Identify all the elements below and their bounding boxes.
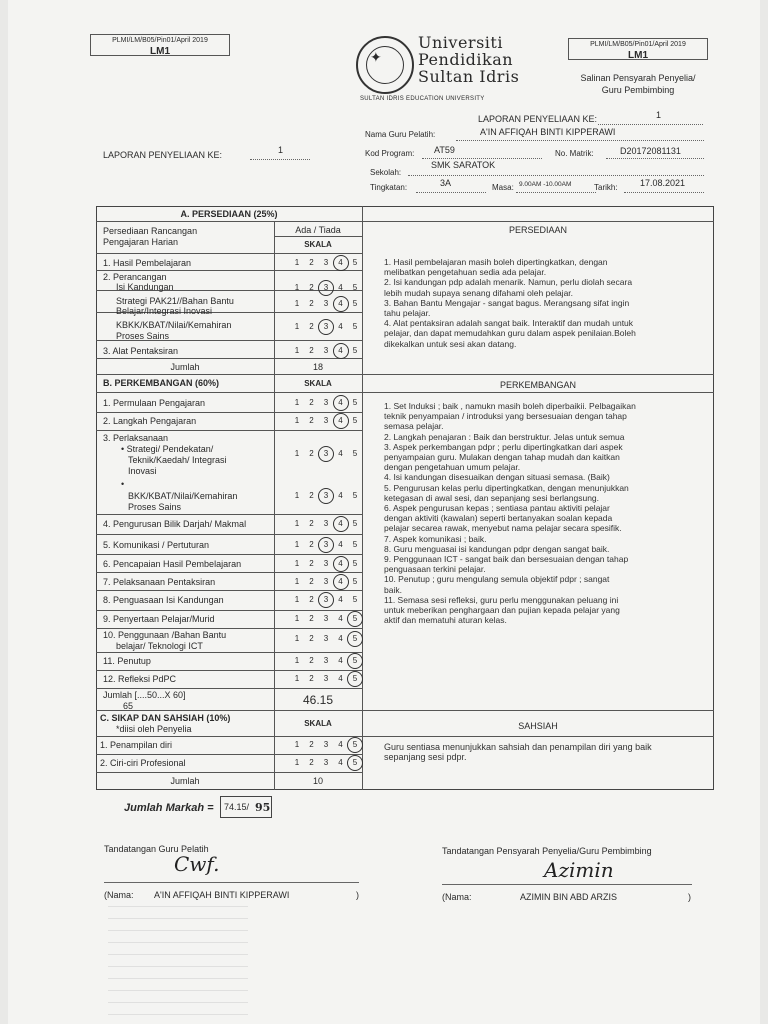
selected-score: 4 xyxy=(334,398,348,407)
scale-option: 4 xyxy=(338,449,343,458)
scale-option: 2 xyxy=(309,577,314,586)
university-name: Universiti Pendidikan Sultan Idris xyxy=(418,33,520,86)
matrik-label: No. Matrik: xyxy=(555,149,594,158)
nama-label: Nama Guru Pelatih: xyxy=(365,130,436,139)
scale-option: 3 xyxy=(323,577,329,586)
scale-option: 3 xyxy=(323,519,329,528)
comment-line: aktif dan mematuhi aturan kelas. xyxy=(384,615,507,626)
tingkatan-label: Tingkatan: xyxy=(370,183,408,192)
scale-option: 1 xyxy=(294,398,300,407)
comment-line: penguasaan terkini pelajar. xyxy=(384,564,486,575)
comment-line: 7. Aspek komunikasi ; baik. xyxy=(384,533,487,544)
score-scale xyxy=(286,398,366,407)
criteria-label: Strategi PAK21//Bahan Bantu xyxy=(116,296,234,306)
tingkatan-value: 3A xyxy=(440,178,452,188)
form-code-text: PLMI/LM/B05/Pin01/April 2019 xyxy=(590,41,686,48)
comment-line: dikekalkan untuk sesi akan datang. xyxy=(384,338,517,349)
scale-option: 1 xyxy=(294,577,300,586)
scale-option: 1 xyxy=(294,322,300,331)
criteria-label: 1. Permulaan Pengajaran xyxy=(103,398,206,408)
selected-score: 5 xyxy=(348,614,362,623)
comment-line: semasa pelajar. xyxy=(384,421,444,432)
score-scale xyxy=(286,634,366,643)
comment-line: 5. Pengurusan kelas perlu dipertingkatkan, dengan menunjukkan xyxy=(384,482,629,493)
section-a-jumlah-value: 18 xyxy=(312,362,323,372)
scale-option: 4 xyxy=(338,740,343,749)
selected-score: 5 xyxy=(348,656,362,665)
scale-option: 1 xyxy=(294,559,300,568)
copy-note: Salinan Pensyarah Penyelia/ Guru Pembimbing xyxy=(580,73,696,95)
signature-left-name-label: (Nama: xyxy=(104,890,134,900)
signature-right-name-label: (Nama: xyxy=(442,892,472,902)
criteria-label: 8. Penguasaan Isi Kandungan xyxy=(103,595,224,605)
score-scale xyxy=(286,322,366,331)
scale-option: 5 xyxy=(352,449,358,458)
scale-option: 1 xyxy=(294,346,300,355)
scale-option: 2 xyxy=(309,740,314,749)
selected-score: 5 xyxy=(348,740,362,749)
sekolah-label: Sekolah: xyxy=(370,168,402,177)
signature-right-label: Tandatangan Pensyarah Penyelia/Guru Pembimbing xyxy=(442,846,652,856)
scale-option: 2 xyxy=(309,595,314,604)
form-label-lm1: LM1 xyxy=(628,50,648,61)
perkembangan-header: PERKEMBANGAN xyxy=(499,380,577,390)
perkembangan-comments xyxy=(384,401,636,625)
criteria-label: 7. Pelaksanaan Pentaksiran xyxy=(103,577,216,587)
selected-score: 4 xyxy=(334,346,348,355)
selected-score: 3 xyxy=(319,322,333,331)
scale-option: 5 xyxy=(352,577,358,586)
persediaan-comments xyxy=(384,257,636,349)
criteria-label: 4. Pengurusan Bilik Darjah/ Makmal xyxy=(103,519,247,529)
scale-option: 1 xyxy=(294,519,300,528)
section-c-skala: SKALA xyxy=(304,719,332,728)
selected-score: 3 xyxy=(319,491,333,500)
criteria-label: 6. Pencapaian Hasil Pembelajaran xyxy=(103,559,242,569)
selected-score: 4 xyxy=(334,559,348,568)
laporan-left-label: LAPORAN PENYELIAAN KE: xyxy=(103,150,223,160)
section-c-jumlah-label: Jumlah xyxy=(170,776,200,786)
ada-tiada-header: Ada / Tiada xyxy=(295,225,341,235)
scale-option: 1 xyxy=(294,540,300,549)
comment-line: 11. Semasa sesi refleksi, guru perlu menggunakan peluang ini xyxy=(384,594,619,605)
comment-line: teknik penyampaian / introduksi yang bersesuaian dengan tahap xyxy=(384,411,627,422)
selected-score: 4 xyxy=(334,258,348,267)
criteria-label: 9. Penyertaan Pelajar/Murid xyxy=(103,614,215,624)
selected-score: 3 xyxy=(319,595,333,604)
score-scale xyxy=(286,559,366,568)
scale-option: 1 xyxy=(294,449,300,458)
scale-option: 5 xyxy=(352,258,358,267)
scale-option: 4 xyxy=(338,656,343,665)
section-b-skala: SKALA xyxy=(304,379,332,388)
scale-option: 2 xyxy=(309,674,314,683)
scale-option: 2 xyxy=(309,559,314,568)
signature-left-close: ) xyxy=(356,890,359,900)
score-scale xyxy=(286,577,366,586)
scale-option: 2 xyxy=(309,258,314,267)
sahsiah-comments xyxy=(384,742,652,762)
skala-header: SKALA xyxy=(304,240,332,249)
comment-line: dengan aktiviti (kawalan) seperti bertanyakan soalan kepada xyxy=(384,513,613,524)
laporan-left-value: 1 xyxy=(278,145,284,155)
scale-option: 5 xyxy=(352,283,358,292)
jumlah-markah-value: 74.15/ xyxy=(224,802,250,812)
score-scale xyxy=(286,491,366,500)
signature-right-name: AZIMIN BIN ABD ARZIS xyxy=(520,892,618,902)
score-scale xyxy=(286,519,366,528)
scale-option: 1 xyxy=(294,491,300,500)
section-a-jumlah-label: Jumlah xyxy=(170,362,200,372)
score-scale xyxy=(286,540,366,549)
scale-option: 3 xyxy=(323,740,329,749)
scale-option: 3 xyxy=(323,758,329,767)
comment-line: penyampaian guru. Mulakan dengan tahap mudah dan kaitkan xyxy=(384,452,620,463)
criteria-label: 2. Ciri-ciri Profesional xyxy=(100,758,186,768)
persediaan-header: PERSEDIAAN xyxy=(508,225,568,235)
scale-option: 2 xyxy=(309,449,314,458)
criteria-label: 1. Hasil Pembelajaran xyxy=(103,258,192,268)
scale-option: 2 xyxy=(309,634,314,643)
comment-line: melibatkan pengetahuan sedia ada pelajar. xyxy=(384,267,547,278)
form-code-left xyxy=(90,34,230,56)
criteria-label: Isi Kandungan xyxy=(116,282,174,292)
criteria-label: KBKK/KBAT/Nilai/Kemahiran xyxy=(116,320,232,330)
criteria-label: 3. Perlaksanaan xyxy=(103,433,169,443)
criteria-label: belajar/ Teknologi ICT xyxy=(116,641,203,651)
criteria-label: BKK/KBAT/Nilai/Kemahiran xyxy=(128,491,238,501)
nama-value: A'IN AFFIQAH BINTI KIPPERAWI xyxy=(480,127,616,137)
scale-option: 4 xyxy=(338,540,343,549)
score-scale xyxy=(286,283,366,292)
criteria-label: 2. Langkah Pengajaran xyxy=(103,416,197,426)
masa-label: Masa: xyxy=(492,183,514,192)
comment-line: 8. Guru menguasai isi kandungan pdpr dengan sangat baik. xyxy=(384,543,610,554)
criteria-label: 12. Refleksi PdPC xyxy=(103,674,177,684)
scale-option: 5 xyxy=(352,322,358,331)
scale-option: 5 xyxy=(352,540,358,549)
scale-option: 1 xyxy=(294,740,300,749)
comment-line: 4. Isi kandungan disesuaikan dengan situasi semasa. (Baik) xyxy=(384,472,610,483)
scale-option: 1 xyxy=(294,416,300,425)
jumlah-markah-label: Jumlah Markah = xyxy=(124,802,214,814)
scale-option: 3 xyxy=(323,346,329,355)
sahsiah-header: SAHSIAH xyxy=(518,721,558,731)
crest-icon: ✦ xyxy=(370,49,382,65)
scale-option: 1 xyxy=(294,674,300,683)
criteria-label: Belajar/Integrasi Inovasi xyxy=(116,306,213,316)
document-page xyxy=(8,0,760,1024)
section-b-jumlah-value: 46.15 xyxy=(302,693,334,707)
score-scale xyxy=(286,758,366,767)
criteria-label: Teknik/Kaedah/ Integrasi xyxy=(128,455,227,465)
scale-option: 3 xyxy=(323,559,329,568)
section-c-subtitle: *diisi oleh Penyelia xyxy=(116,724,192,734)
section-c-title: C. SIKAP DAN SAHSIAH (10%) xyxy=(100,713,231,723)
selected-score: 4 xyxy=(334,519,348,528)
comment-line: baik. xyxy=(384,584,402,595)
scale-option: 4 xyxy=(338,614,343,623)
score-scale xyxy=(286,299,366,308)
comment-line: 6. Aspek pengurusan kepas ; sentiasa pantau aktiviti pelajar xyxy=(384,503,610,514)
comment-line: 10. Penutup ; guru mengulang semula objektif pdpr ; sangat xyxy=(384,574,610,585)
score-scale xyxy=(286,740,366,749)
comment-line: 2. Isi kandungan pdp adalah menarik. Namun, perlu diolah secara xyxy=(384,277,633,288)
scale-option: 3 xyxy=(323,614,329,623)
scale-option: 5 xyxy=(352,519,358,528)
scale-option: 5 xyxy=(352,299,358,308)
scale-option: 5 xyxy=(352,559,358,568)
criteria-label: 11. Penutup xyxy=(103,656,151,666)
section-a-subtitle-1: Persediaan Rancangan xyxy=(103,226,198,236)
form-code-right xyxy=(568,38,708,60)
scale-option: 1 xyxy=(294,614,300,623)
criteria-label: Inovasi xyxy=(128,466,157,476)
scale-option: 2 xyxy=(309,491,314,500)
section-a-subtitle-2: Pengajaran Harian xyxy=(103,237,179,247)
comment-line: untuk meberikan penghargaan dan pujian kepada pelajar yang xyxy=(384,605,620,616)
comment-line: pelajar, dan dapat memudahkan guru dalam aspek penilaian.Boleh xyxy=(384,328,636,339)
scale-option: 3 xyxy=(323,416,329,425)
comment-line: 4. Alat pentaksiran adalah sangat baik. Interaktif dan mudah untuk xyxy=(384,318,634,329)
scale-option: 1 xyxy=(294,258,300,267)
scan-noise xyxy=(108,905,248,1015)
scale-option: 2 xyxy=(309,656,314,665)
criteria-label: 1. Penampilan diri xyxy=(100,740,173,750)
scale-option: 5 xyxy=(352,595,358,604)
section-b-jumlah-label: Jumlah [....50...X 60] xyxy=(103,690,186,700)
scale-option: 5 xyxy=(352,416,358,425)
university-subtitle: SULTAN IDRIS EDUCATION UNIVERSITY xyxy=(360,96,485,102)
signature-left-label: Tandatangan Guru Pelatih xyxy=(104,844,209,854)
criteria-label: 3. Alat Pentaksiran xyxy=(103,346,179,356)
comment-line: Guru sentiasa menunjukkan sahsiah dan penampilan diri yang baik xyxy=(384,742,652,752)
scale-option: 4 xyxy=(338,283,343,292)
score-scale xyxy=(286,416,366,425)
laporan-right-value: 1 xyxy=(656,110,662,120)
scale-option: 2 xyxy=(309,322,314,331)
criteria-label: • xyxy=(121,479,125,489)
jumlah-markah-max: 95 xyxy=(255,801,271,814)
scale-option: 1 xyxy=(294,283,300,292)
comment-line: tahu pelajar. xyxy=(384,308,431,319)
scale-option: 3 xyxy=(323,398,329,407)
signature-left-name: A'IN AFFIQAH BINTI KIPPERAWI xyxy=(154,890,290,900)
scale-option: 4 xyxy=(338,595,343,604)
scale-option: 1 xyxy=(294,634,300,643)
criteria-label: Proses Sains xyxy=(128,502,182,512)
comment-line: pelajar secarea rawak, menyebut nama pelajar secara spesifik. xyxy=(384,523,622,534)
selected-score: 4 xyxy=(334,416,348,425)
score-scale xyxy=(286,614,366,623)
comment-line: 1. Set Induksi ; baik , namukn masih boleh diperbaikii. Pelbagaikan xyxy=(384,401,636,411)
form-code-text: PLMI/LM/B05/Pin01/April 2019 xyxy=(112,37,208,44)
scale-option: 1 xyxy=(294,299,300,308)
comment-line: 3. Bahan Bantu Mengajar - sangat bagus. Merangsang sifat ingin xyxy=(384,297,630,308)
scale-option: 2 xyxy=(309,346,314,355)
comment-line: lebih mudah supaya senang difahami oleh pelajar. xyxy=(384,287,574,298)
scale-option: 4 xyxy=(338,634,343,643)
section-c-jumlah-value: 10 xyxy=(312,776,323,786)
comment-line: 9. Penggunaan ICT - sangat baik dan bersesuaian dengan tahap xyxy=(384,554,629,565)
scale-option: 4 xyxy=(338,491,343,500)
score-scale xyxy=(286,595,366,604)
criteria-label: 5. Komunikasi / Pertuturan xyxy=(103,540,210,550)
tarikh-value: 17.08.2021 xyxy=(640,178,686,188)
laporan-right-label: LAPORAN PENYELIAAN KE: xyxy=(478,114,598,124)
criteria-label: Proses Sains xyxy=(116,331,170,341)
scale-option: 1 xyxy=(294,595,300,604)
matrik-value: D20172081131 xyxy=(620,146,681,156)
scale-option: 2 xyxy=(309,398,314,407)
kod-label: Kod Program: xyxy=(365,149,415,158)
form-label-lm1: LM1 xyxy=(150,46,170,57)
score-scale xyxy=(286,674,366,683)
scale-option: 2 xyxy=(309,416,314,425)
selected-score: 3 xyxy=(319,283,333,292)
scale-option: 2 xyxy=(309,540,314,549)
selected-score: 5 xyxy=(348,634,362,643)
criteria-label: 10. Penggunaan /Bahan Bantu xyxy=(103,630,227,640)
scale-option: 3 xyxy=(323,656,329,665)
selected-score: 4 xyxy=(334,299,348,308)
scale-option: 5 xyxy=(352,346,358,355)
signature-left-mark: Cwf. xyxy=(174,852,220,876)
scale-option: 1 xyxy=(294,656,300,665)
selected-score: 3 xyxy=(319,540,333,549)
university-logo xyxy=(356,36,414,94)
scale-option: 3 xyxy=(323,674,329,683)
criteria-label: 2. Perancangan xyxy=(103,272,167,282)
signature-right-mark: Azimin xyxy=(544,858,614,882)
score-scale xyxy=(286,346,366,355)
scale-option: 5 xyxy=(352,398,358,407)
section-b-title: B. PERKEMBANGAN (60%) xyxy=(103,378,220,388)
tarikh-label: Tarikh: xyxy=(594,183,618,192)
comment-line: 1. Hasil pembelajaran masih boleh dipertingkatkan, dengan xyxy=(384,257,608,267)
scale-option: 4 xyxy=(338,674,343,683)
scale-option: 2 xyxy=(309,614,314,623)
scale-option: 3 xyxy=(323,634,329,643)
section-a-title: A. PERSEDIAAN (25%) xyxy=(180,209,278,219)
comment-line: dengan pengetahuan umum pelajar. xyxy=(384,462,521,473)
kod-value: AT59 xyxy=(434,145,455,155)
selected-score: 5 xyxy=(348,674,362,683)
scale-option: 2 xyxy=(309,299,314,308)
scale-option: 3 xyxy=(323,299,329,308)
score-scale xyxy=(286,258,366,267)
scale-option: 5 xyxy=(352,491,358,500)
criteria-label: • Strategi/ Pendekatan/ xyxy=(121,444,214,454)
scale-option: 3 xyxy=(323,258,329,267)
scale-option: 4 xyxy=(338,758,343,767)
selected-score: 4 xyxy=(334,577,348,586)
scale-option: 2 xyxy=(309,519,314,528)
signature-right-close: ) xyxy=(688,892,691,902)
scale-option: 1 xyxy=(294,758,300,767)
scale-option: 2 xyxy=(309,283,314,292)
comment-line: 2. Langkah penajaran : Baik dan berstruktur. Jelas untuk semua xyxy=(384,431,625,442)
score-scale xyxy=(286,656,366,665)
scale-option: 4 xyxy=(338,322,343,331)
comment-line: 3. Aspek perkembangan pdpr ; perlu dipertingkatkan dari aspek xyxy=(384,441,623,452)
score-scale xyxy=(286,449,366,458)
comment-line: ketegasan di awal sesi, dan sepanjang sesi berlangsung. xyxy=(384,492,600,503)
selected-score: 3 xyxy=(319,449,333,458)
scale-option: 2 xyxy=(309,758,314,767)
selected-score: 5 xyxy=(348,758,362,767)
masa-value: 9.00AM -10.00AM xyxy=(519,181,572,188)
sekolah-value: SMK SARATOK xyxy=(431,160,496,170)
section-b-jumlah-sub: 65 xyxy=(123,701,134,711)
comment-line: sepanjang sesi pdpr. xyxy=(384,752,467,763)
